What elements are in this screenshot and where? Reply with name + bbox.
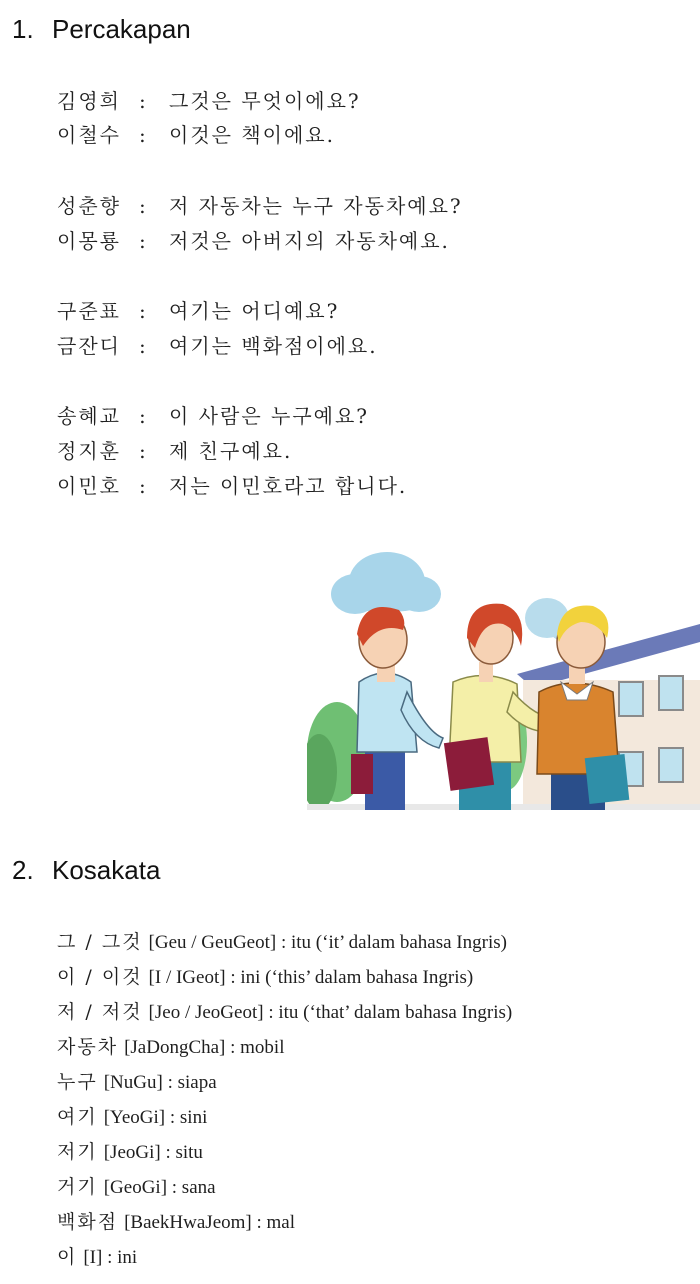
vocab-korean: 백화점 <box>57 1211 119 1233</box>
man-left-figure <box>351 607 443 810</box>
dialog-line <box>57 471 407 501</box>
vocab-definition: [NuGu] : siapa <box>103 1072 217 1093</box>
dialog-text: 이 사람은 누구예요? <box>169 404 369 428</box>
vocab-korean: 이 <box>57 1246 78 1268</box>
dialog-colon: : <box>139 474 148 498</box>
vocab-item <box>57 1137 203 1167</box>
dialog-speaker: 이몽룡 <box>57 229 121 253</box>
dialog-speaker: 정지훈 <box>57 439 121 463</box>
dialog-line <box>57 296 339 326</box>
dialog-speaker: 송혜교 <box>57 404 121 428</box>
vocab-item <box>57 1102 207 1132</box>
dialog-colon: : <box>139 194 148 218</box>
dialog-speaker: 구준표 <box>57 299 121 323</box>
dialog-line <box>57 86 361 116</box>
vocab-item <box>57 1242 137 1272</box>
vocab-item <box>57 1067 217 1097</box>
vocab-definition: [Jeo / JeoGeot] : itu (‘that’ dalam bahasa Ingris) <box>148 1002 513 1023</box>
dialog-colon: : <box>139 404 148 428</box>
vocab-korean: 누구 <box>57 1071 98 1093</box>
vocab-definition: [I / IGeot] : ini (‘this’ dalam bahasa Ingris) <box>148 967 474 988</box>
vocab-item <box>57 1172 216 1202</box>
dialog-text: 제 친구예요. <box>169 439 293 463</box>
vocab-korean: 여기 <box>57 1106 98 1128</box>
vocab-korean: 저기 <box>57 1141 98 1163</box>
vocab-korean: 거기 <box>57 1176 98 1198</box>
dialog-text: 여기는 백화점이에요. <box>169 334 378 358</box>
dialog-line <box>57 226 450 256</box>
vocab-korean: 이 / 이것 <box>57 966 143 988</box>
dialog-line <box>57 401 369 431</box>
dialog-colon: : <box>139 89 148 113</box>
dialog-line <box>57 191 463 221</box>
vocab-definition: [Geu / GeuGeot] : itu (‘it’ dalam bahasa Ingris) <box>148 932 507 953</box>
dialog-speaker: 김영희 <box>57 89 121 113</box>
section-number: 2. <box>12 855 34 885</box>
dialog-text: 저는 이민호라고 합니다. <box>169 474 408 498</box>
vocab-definition: [GeoGi] : sana <box>103 1177 216 1198</box>
cloud-icon <box>331 552 441 614</box>
vocab-item <box>57 962 473 992</box>
section-number: 1. <box>12 14 34 44</box>
vocab-definition: [I] : ini <box>83 1247 138 1268</box>
dialog-speaker: 이민호 <box>57 474 121 498</box>
dialog-line <box>57 120 335 150</box>
vocab-definition: [JeoGi] : situ <box>103 1142 203 1163</box>
dialog-colon: : <box>139 334 148 358</box>
section-title: Percakapan <box>52 14 191 44</box>
dialog-text: 저 자동차는 누구 자동차예요? <box>169 194 463 218</box>
dialog-colon: : <box>139 229 148 253</box>
vocab-korean: 저 / 저것 <box>57 1001 143 1023</box>
dialog-colon: : <box>139 299 148 323</box>
dialog-colon: : <box>139 123 148 147</box>
section-heading-kosakata <box>12 855 160 886</box>
dialog-line <box>57 436 292 466</box>
dialog-text: 이것은 책이에요. <box>169 123 335 147</box>
dialog-line <box>57 331 378 361</box>
vocab-item <box>57 1032 285 1062</box>
dialog-text: 그것은 무엇이에요? <box>169 89 361 113</box>
dialog-speaker: 이철수 <box>57 123 121 147</box>
dialog-speaker: 금잔디 <box>57 334 121 358</box>
vocab-definition: [JaDongCha] : mobil <box>124 1037 285 1058</box>
dialog-speaker: 성춘향 <box>57 194 121 218</box>
section-title: Kosakata <box>52 855 161 885</box>
dialog-colon: : <box>139 439 148 463</box>
dialog-text: 여기는 어디예요? <box>169 299 340 323</box>
vocab-item <box>57 997 512 1027</box>
three-people-talking-illustration <box>307 542 700 810</box>
vocab-definition: [BaekHwaJeom] : mal <box>124 1212 296 1233</box>
vocab-item <box>57 927 507 957</box>
section-heading-percakapan <box>12 14 191 45</box>
vocab-definition: [YeoGi] : sini <box>103 1107 208 1128</box>
vocab-korean: 그 / 그것 <box>57 931 143 953</box>
vocab-korean: 자동차 <box>57 1036 119 1058</box>
vocab-item <box>57 1207 295 1237</box>
dialog-text: 저것은 아버지의 자동차예요. <box>169 229 450 253</box>
